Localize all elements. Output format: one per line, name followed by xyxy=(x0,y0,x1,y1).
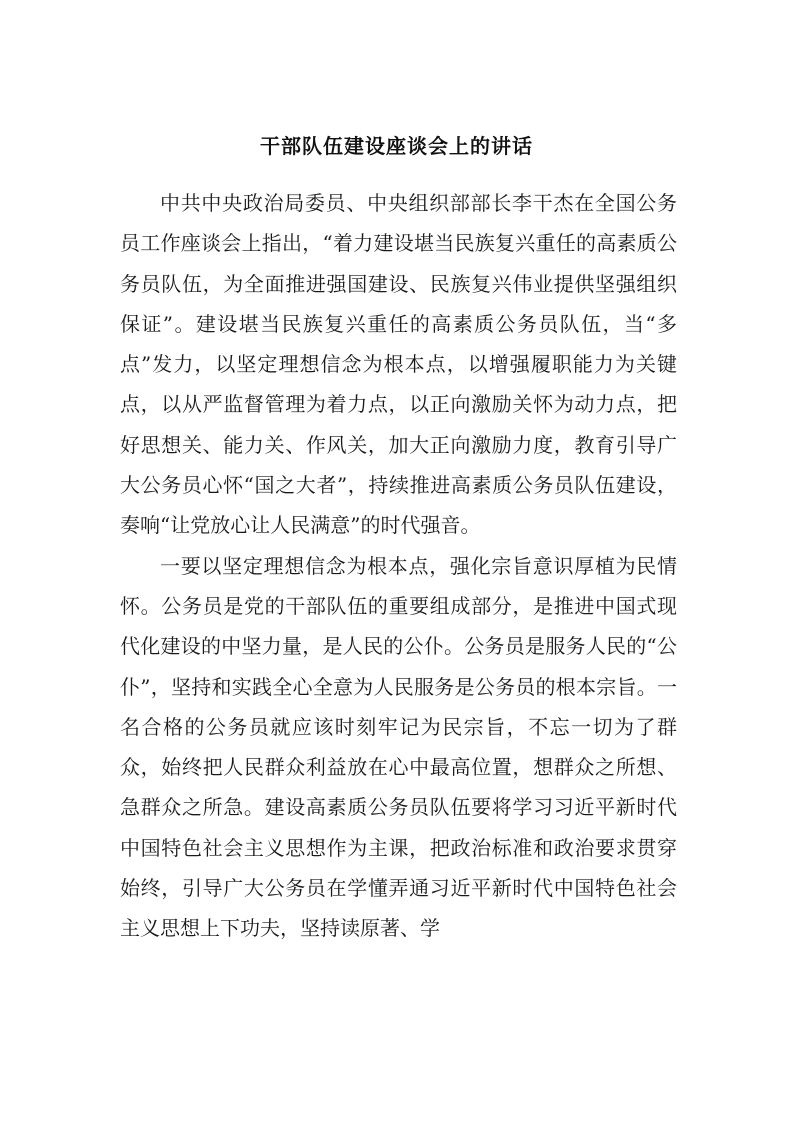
paragraph-1: 中共中央政治局委员、中央组织部部长李干杰在全国公务员工作座谈会上指出，“着力建设堪当民族复兴重任的高素质公务员队伍，为全面推进强国建设、民族复兴伟业提供坚强组织保证”。建设堪当民族复兴重任的高素质公务员队伍，当“多点”发力，以坚定理想信念为根本点，以增强履职能力为关键点，以从严监督管理为着力点，以正向激励关怀为动力点，把好思想关、能力关、作风关，加大正向激励力度，教育引导广大公务员心怀“国之大者”，持续推进高素质公务员队伍建设，奏响“让党放心让人民满意”的时代强音。 xyxy=(120,191,677,538)
paragraph-2: 一要以坚定理想信念为根本点，强化宗旨意识厚植为民情怀。公务员是党的干部队伍的重要组成部分，是推进中国式现代化建设的中坚力量，是人民的公仆。公务员是服务人民的“公仆”，坚持和实践全心全意为人民服务是公务员的根本宗旨。一名合格的公务员就应该时刻牢记为民宗旨，不忘一切为了群众，始终把人民群众利益放在心中最高位置，想群众之所想、急群众之所急。建设高素质公务员队伍要将学习习近平新时代中国特色社会主义思想作为主课，把政治标准和政治要求贯穿始终，引导广大公务员在学懂弄通习近平新时代中国特色社会主义思想上下功夫，坚持读原著、学 xyxy=(120,553,677,941)
document-title: 干部队伍建设座谈会上的讲话 xyxy=(260,134,533,158)
document-body xyxy=(120,183,677,949)
